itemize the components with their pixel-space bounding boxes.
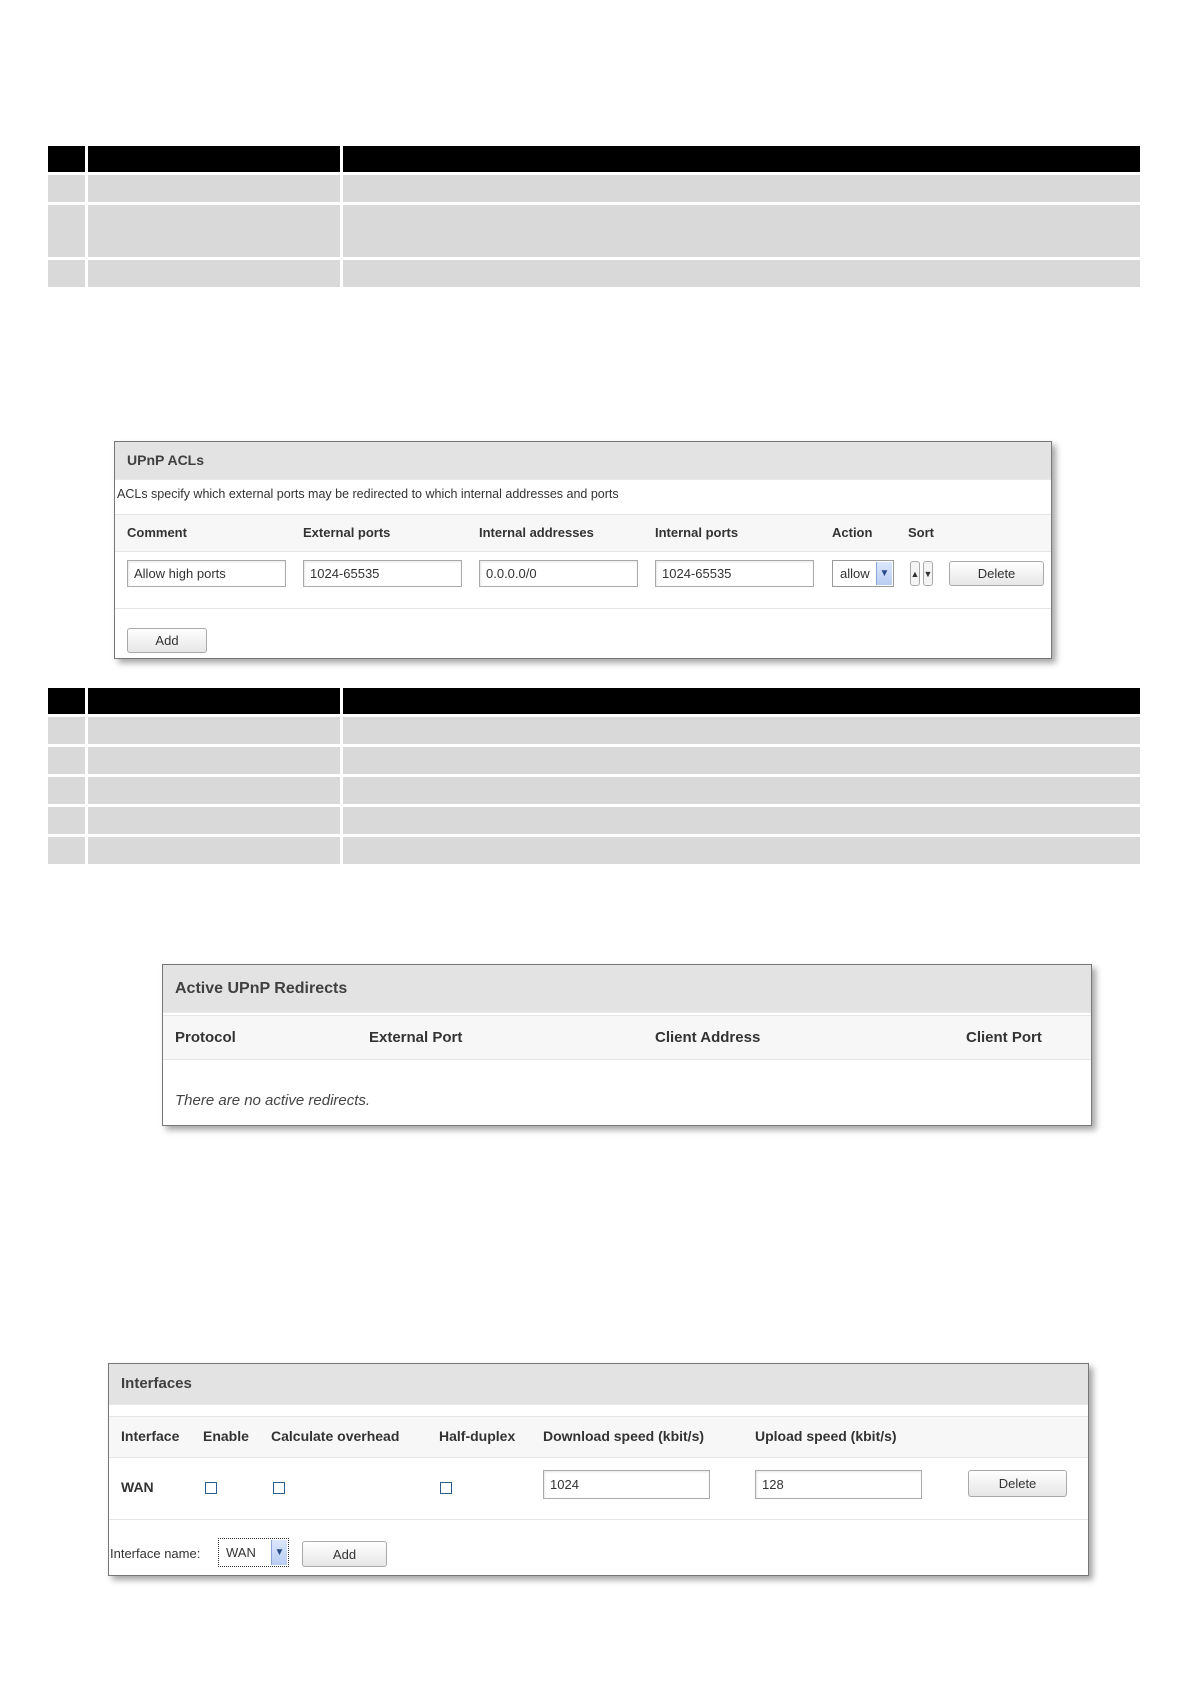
- table-cell: [48, 205, 85, 257]
- move-down-button[interactable]: [923, 561, 933, 586]
- column-header-client-address: Client Address: [655, 1029, 761, 1046]
- table-cell: [88, 807, 340, 834]
- header-cell: [343, 146, 1140, 172]
- column-header-enable: Enable: [203, 1428, 249, 1444]
- column-header-external-port: External Port: [369, 1029, 463, 1046]
- table-cell: [48, 717, 85, 744]
- arrow-up-icon: ▲: [910, 568, 920, 579]
- header-cell: [48, 688, 85, 714]
- table-cell: [88, 175, 340, 202]
- panel-title: Active UPnP Redirects: [163, 965, 1091, 1013]
- table-cell: [48, 807, 85, 834]
- panel-title: UPnP ACLs: [115, 442, 1051, 480]
- header-cell: [343, 688, 1140, 714]
- acl-header-row: [115, 514, 1051, 552]
- table-row: [48, 747, 1140, 774]
- divider: [115, 608, 1051, 609]
- interfaces-header-row: [109, 1416, 1088, 1458]
- delete-button[interactable]: Delete: [949, 561, 1044, 586]
- action-select[interactable]: [832, 560, 894, 587]
- interfaces-panel: [108, 1363, 1089, 1576]
- header-cell: [48, 146, 85, 172]
- table-cell: [343, 807, 1140, 834]
- header-cell: [88, 688, 340, 714]
- column-header-half-duplex: Half-duplex: [439, 1428, 516, 1444]
- table-cell: [88, 205, 340, 257]
- arrow-down-icon: ▼: [923, 568, 933, 579]
- table-cell: [343, 205, 1140, 257]
- column-header-download-speed: Download speed (kbit/s): [543, 1428, 705, 1444]
- column-header-sort: Sort: [908, 525, 934, 540]
- parameter-table-1: [48, 146, 1140, 287]
- table-row: [48, 260, 1140, 287]
- action-select-value: allow: [840, 566, 870, 581]
- column-header-client-port: Client Port: [966, 1029, 1042, 1046]
- comment-input[interactable]: Allow high ports: [127, 560, 286, 587]
- table-header: [48, 146, 1140, 172]
- table-cell: [48, 260, 85, 287]
- table-header: [48, 688, 1140, 714]
- table-cell: [88, 837, 340, 864]
- parameter-table-2: [48, 688, 1140, 864]
- download-speed-input[interactable]: 1024: [543, 1470, 710, 1499]
- add-button[interactable]: Add: [127, 628, 207, 653]
- table-cell: [88, 260, 340, 287]
- half-duplex-checkbox[interactable]: [440, 1482, 452, 1494]
- table-cell: [88, 717, 340, 744]
- table-row: [48, 777, 1140, 804]
- panel-description: ACLs specify which external ports may be redirected to which internal addresses and ports: [117, 487, 619, 501]
- table-row: [48, 717, 1140, 744]
- column-header-action: Action: [832, 525, 873, 540]
- chevron-down-icon: ▼: [271, 1540, 287, 1565]
- table-cell: [343, 747, 1140, 774]
- move-up-button[interactable]: [910, 561, 920, 586]
- internal-addresses-input[interactable]: 0.0.0.0/0: [479, 560, 638, 587]
- column-header-interface: Interface: [121, 1428, 180, 1444]
- table-cell: [88, 777, 340, 804]
- table-cell: [343, 717, 1140, 744]
- column-header-comment: Comment: [127, 525, 187, 540]
- table-cell: [48, 175, 85, 202]
- table-cell: [48, 777, 85, 804]
- column-header-internal-addresses: Internal addresses: [479, 525, 594, 540]
- table-row: [48, 807, 1140, 834]
- calculate-overhead-checkbox[interactable]: [273, 1482, 285, 1494]
- table-cell: [343, 777, 1140, 804]
- internal-ports-input[interactable]: 1024-65535: [655, 560, 814, 587]
- table-cell: [88, 747, 340, 774]
- table-cell: [343, 175, 1140, 202]
- panel-title: Interfaces: [109, 1364, 1088, 1405]
- table-row: [48, 205, 1140, 257]
- table-cell: [343, 837, 1140, 864]
- table-row: [48, 175, 1140, 202]
- enable-checkbox[interactable]: [205, 1482, 217, 1494]
- interface-name-label: Interface name:: [110, 1546, 201, 1561]
- column-header-protocol: Protocol: [175, 1029, 236, 1046]
- redirects-header-row: [163, 1015, 1091, 1060]
- column-header-internal-ports: Internal ports: [655, 525, 739, 540]
- table-row: [48, 837, 1140, 864]
- table-cell: [48, 837, 85, 864]
- interface-name-cell: WAN: [121, 1479, 154, 1495]
- add-button[interactable]: Add: [302, 1541, 387, 1567]
- chevron-down-icon: ▼: [876, 562, 892, 585]
- column-header-calculate-overhead: Calculate overhead: [271, 1428, 400, 1444]
- column-header-upload-speed: Upload speed (kbit/s): [755, 1428, 897, 1444]
- column-header-external-ports: External ports: [303, 525, 391, 540]
- interface-name-select[interactable]: [218, 1538, 289, 1567]
- table-cell: [48, 747, 85, 774]
- interface-name-select-value: WAN: [226, 1545, 256, 1560]
- delete-button[interactable]: Delete: [968, 1470, 1067, 1497]
- divider: [109, 1519, 1088, 1520]
- active-redirects-panel: [162, 964, 1092, 1126]
- external-ports-input[interactable]: 1024-65535: [303, 560, 462, 587]
- upnp-acls-panel: [114, 441, 1052, 659]
- table-cell: [343, 260, 1140, 287]
- empty-message: There are no active redirects.: [175, 1092, 371, 1109]
- upload-speed-input[interactable]: 128: [755, 1470, 922, 1499]
- header-cell: [88, 146, 340, 172]
